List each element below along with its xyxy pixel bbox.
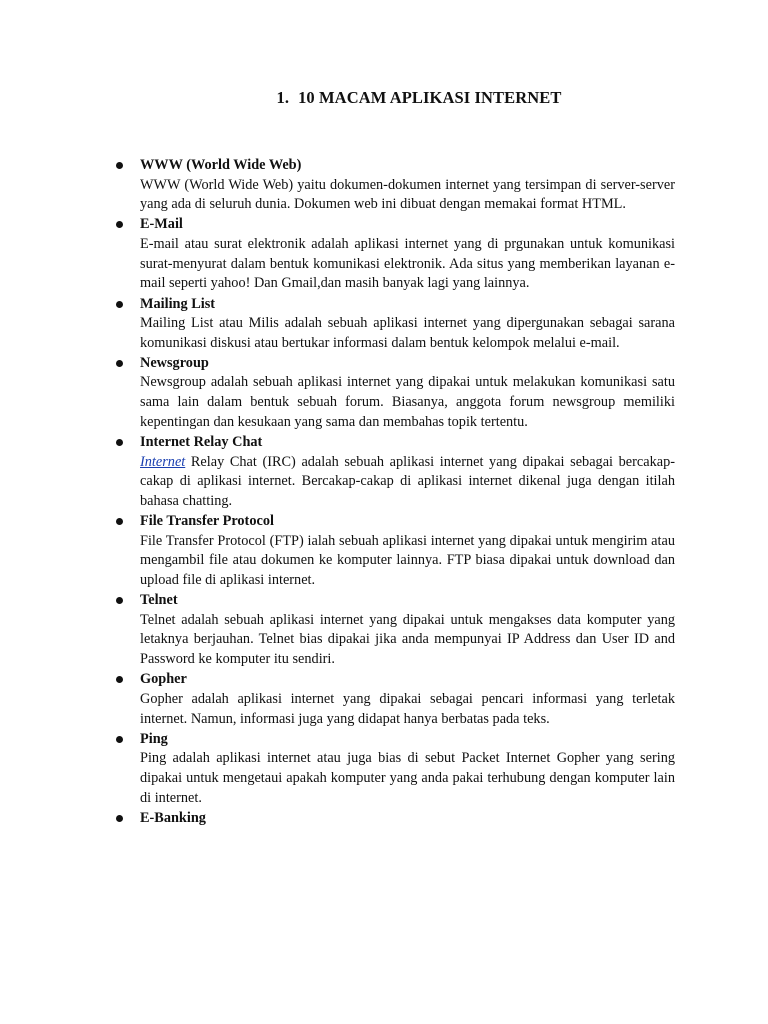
bullet-icon: [116, 815, 123, 822]
item-heading: WWW (World Wide Web): [140, 157, 302, 173]
item-heading: Internet Relay Chat: [140, 434, 263, 451]
item-description: Telnet adalah sebuah aplikasi internet yang dipakai untuk mengakses data komputer yang letaknya berjauhan. Telnet bias dipakai jika anda mempunyai IP Address dan User ID and Password ke komputer itu sendiri.: [140, 611, 675, 668]
item-description: Ping adalah aplikasi internet atau juga bias di sebut Packet Internet Gopher yang sering dipakai untuk mengetaui apakah komputer yang anda pakai terhubung dengan komputer lain di internet.: [140, 750, 675, 806]
internet-link[interactable]: Internet: [140, 453, 186, 470]
item-heading: Ping: [140, 730, 168, 747]
item-description: Newsgroup adalah sebuah aplikasi internet yang dipakai untuk melakukan komunikasi satu sama lain dalam bentuk sebuah forum. Biasanya, anggota forum newsgroup memiliki kepentingan dan kesukaan yang sama dan membahas topik tertentu.: [140, 374, 675, 430]
list-item-telnet: [112, 591, 675, 670]
item-description: Gopher adalah aplikasi internet yang dipakai sebagai pencari informasi yang terletak internet. Namun, informasi juga yang didapat hanya berbatas pada teks.: [140, 690, 675, 727]
list-item-ping: [112, 730, 675, 809]
list-item-gopher: [112, 670, 675, 729]
bullet-icon: [116, 360, 123, 367]
item-description-text: Relay Chat (IRC) adalah sebuah aplikasi internet yang dipakai sebagai bercakap-cakap di aplikasi internet. Bercakap-cakap di aplikasi internet dikenal juga dengan itilah bahasa chatting.: [140, 453, 675, 509]
item-heading: Newsgroup: [140, 354, 209, 371]
bullet-icon: [116, 162, 123, 169]
item-heading: E-Banking: [140, 809, 206, 826]
item-heading: Mailing List: [140, 295, 216, 312]
list-item-irc: [112, 433, 675, 512]
bullet-icon: [116, 736, 123, 743]
list-item-email: [112, 215, 675, 294]
bullet-icon: [116, 439, 123, 446]
list-item-www: [112, 156, 675, 215]
bullet-icon: [116, 301, 123, 308]
list-item-ebanking: [112, 809, 675, 829]
list-item-ftp: [112, 512, 675, 591]
bullet-icon: [116, 221, 123, 228]
item-heading: Gopher: [140, 671, 187, 688]
bullet-icon: [116, 597, 123, 604]
item-description: File Transfer Protocol (FTP) ialah sebuah aplikasi internet yang dipakai untuk mengirim atau mengambil file atau dokumen ke komputer lainnya. FTP biasa dipakai untuk download dan upload file di aplikasi internet.: [140, 532, 675, 589]
list-item-mailing-list: [112, 295, 675, 354]
title-text: 10 MACAM APLIKASI INTERNET: [298, 88, 562, 107]
application-list: [112, 156, 675, 828]
page-title: [0, 88, 768, 108]
item-description: [140, 453, 675, 512]
item-heading: Telnet: [140, 592, 178, 609]
title-number: 1.: [276, 88, 290, 107]
list-item-newsgroup: [112, 354, 675, 433]
item-heading: File Transfer Protocol: [140, 513, 274, 530]
bullet-icon: [116, 676, 123, 683]
item-description: Mailing List atau Milis adalah sebuah aplikasi internet yang dipergunakan sebagai sarana komunikasi diskusi atau bertukar informasi dalam bentuk kelompok melalui e-mail.: [140, 315, 675, 351]
item-description: WWW (World Wide Web) yaitu dokumen-dokumen internet yang tersimpan di server-server yang ada di seluruh dunia. Dokumen web ini dibuat dengan memakai format HTML.: [140, 176, 675, 213]
item-description: E-mail atau surat elektronik adalah aplikasi internet yang di prgunakan untuk komunikasi surat-menyurat dalam bentuk komunikasi elektronik. Ada situs yang memberikan layanan e-mail seperti yahoo! Dan Gmail,dan masih banyak lagi yang lainnya.: [140, 235, 675, 292]
bullet-icon: [116, 518, 123, 525]
item-heading: E-Mail: [140, 216, 183, 233]
